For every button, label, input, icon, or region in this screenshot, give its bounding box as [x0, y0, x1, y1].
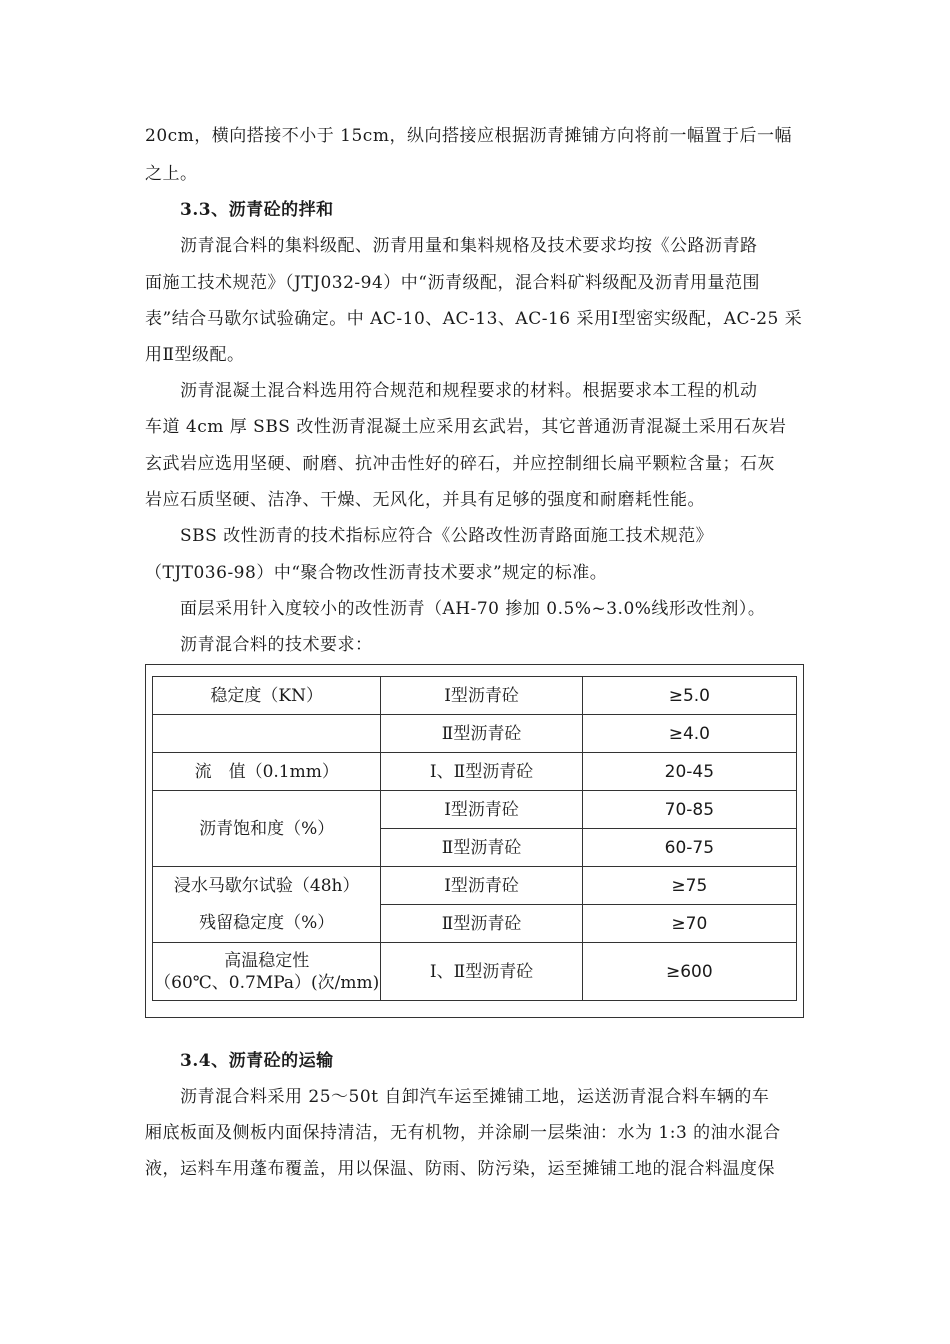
paragraph-line: 厢底板面及侧板内面保持清洁，无有机物，并涂刷一层柴油：水为 1:3 的油水混合	[145, 1123, 781, 1143]
table-cell: Ⅱ型沥青砼	[381, 905, 582, 943]
table-cell: 20-45	[582, 753, 796, 791]
section-heading-3-4: 3.4、沥青砼的运输	[180, 1051, 334, 1071]
table-cell: Ⅰ、Ⅱ型沥青砼	[381, 753, 582, 791]
paragraph-line: 玄武岩应选用坚硬、耐磨、抗冲击性好的碎石，并应控制细长扁平颗粒含量；石灰	[145, 454, 775, 474]
table-row	[153, 943, 797, 1001]
section-heading-3-3: 3.3、沥青砼的拌和	[180, 200, 334, 220]
table-cell: 沥青饱和度（%）	[153, 791, 381, 867]
table-cell: 60-75	[582, 829, 796, 867]
paragraph-line: 表”结合马歇尔试验确定。中 AC-10、AC-13、AC-16 采用Ⅰ型密实级配，AC-25 采	[145, 309, 803, 329]
paragraph-line: 岩应石质坚硬、洁净、干燥、无风化，并具有足够的强度和耐磨耗性能。	[145, 490, 705, 510]
table-row	[153, 753, 797, 791]
table-row	[153, 677, 797, 715]
paragraph-line: 用Ⅱ型级配。	[145, 345, 245, 365]
paragraph-line: （TJT036-98）中“聚合物改性沥青技术要求”规定的标准。	[145, 563, 608, 583]
table-cell: Ⅰ、Ⅱ型沥青砼	[381, 943, 582, 1001]
asphalt-spec-table	[152, 676, 797, 1001]
table-row	[153, 791, 797, 829]
table-cell: 流 值（0.1mm）	[153, 753, 381, 791]
table-cell: ≥600	[582, 943, 796, 1001]
paragraph-line: 面层采用针入度较小的改性沥青（AH-70 掺加 0.5%~3.0%线形改性剂）。	[180, 599, 766, 619]
table-cell: ≥70	[582, 905, 796, 943]
paragraph-line: 液，运料车用蓬布覆盖，用以保温、防雨、防污染，运至摊铺工地的混合料温度保	[145, 1159, 775, 1179]
paragraph-line: SBS 改性沥青的技术指标应符合《公路改性沥青路面施工技术规范》	[180, 526, 714, 546]
table-cell-line: 高温稳定性	[224, 950, 310, 971]
paragraph-line: 沥青混合料的技术要求：	[180, 635, 373, 655]
table-cell: 残留稳定度（%）	[153, 905, 381, 943]
table-cell	[153, 943, 381, 1001]
table-cell	[153, 715, 381, 753]
paragraph-line: 20cm，横向搭接不小于 15cm，纵向搭接应根据沥青摊铺方向将前一幅置于后一幅	[145, 126, 792, 146]
table-cell: ≥4.0	[582, 715, 796, 753]
table-cell: Ⅱ型沥青砼	[381, 829, 582, 867]
paragraph-line: 之上。	[145, 164, 198, 184]
paragraph-line: 车道 4cm 厚 SBS 改性沥青混凝土应采用玄武岩，其它普通沥青混凝土采用石灰岩	[145, 417, 787, 437]
table-cell: Ⅰ型沥青砼	[381, 791, 582, 829]
table-cell: Ⅱ型沥青砼	[381, 715, 582, 753]
table-cell-line: （60℃、0.7MPa）(次/mm)	[154, 972, 380, 993]
paragraph-line: 沥青混凝土混合料选用符合规范和规程要求的材料。根据要求本工程的机动	[180, 381, 758, 401]
table-cell: ≥5.0	[582, 677, 796, 715]
table-row	[153, 867, 797, 905]
table-row	[153, 905, 797, 943]
table-cell: 稳定度（KN）	[153, 677, 381, 715]
table-cell: ≥75	[582, 867, 796, 905]
table-cell: Ⅰ型沥青砼	[381, 867, 582, 905]
table-cell: 70-85	[582, 791, 796, 829]
table-cell: 浸水马歇尔试验（48h）	[153, 867, 381, 905]
paragraph-line: 沥青混合料的集料级配、沥青用量和集料规格及技术要求均按《公路沥青路	[180, 236, 758, 256]
table-cell: Ⅰ型沥青砼	[381, 677, 582, 715]
paragraph-line: 沥青混合料采用 25～50t 自卸汽车运至摊铺工地，运送沥青混合料车辆的车	[180, 1087, 770, 1107]
table-row	[153, 715, 797, 753]
paragraph-line: 面施工技术规范》（JTJ032-94）中“沥青级配，混合料矿料级配及沥青用量范围	[145, 273, 760, 293]
